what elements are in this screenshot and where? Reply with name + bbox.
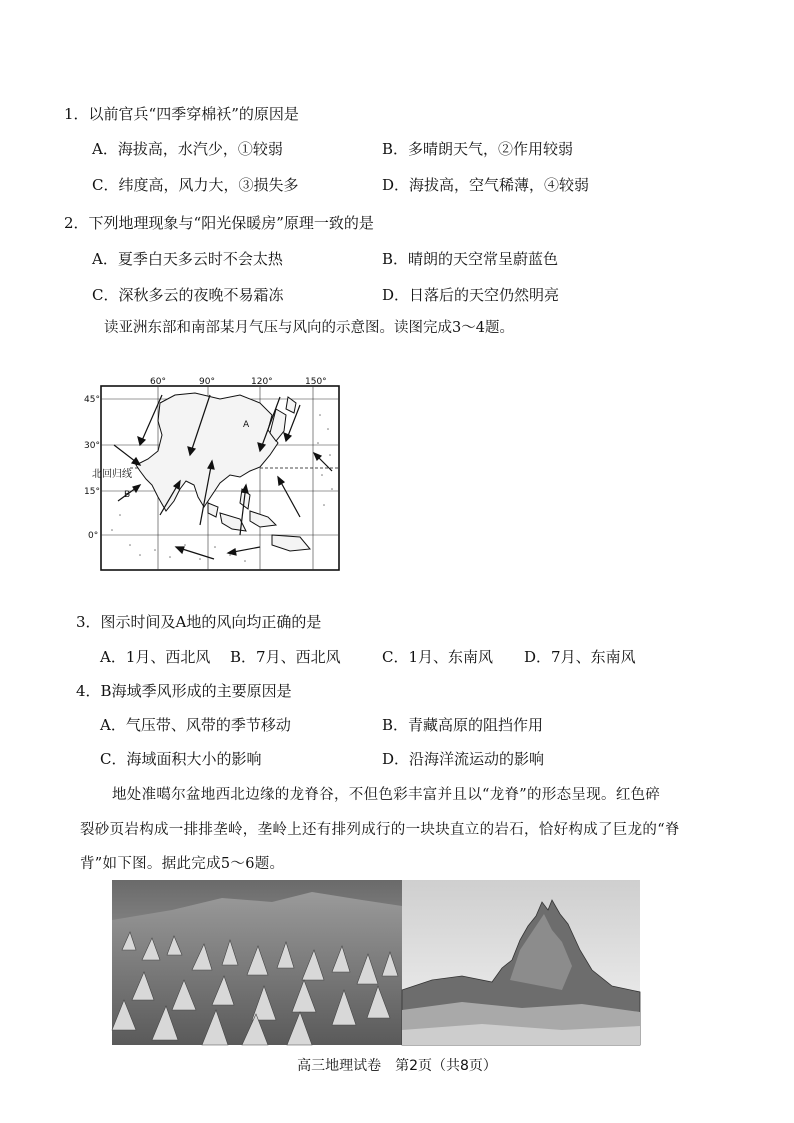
lat-label-15: 15°: [84, 487, 100, 497]
question-2-option-c: C．深秋多云的夜晚不易霜冻: [92, 286, 284, 304]
question-1-option-d: D．海拔高，空气稀薄，④较弱: [382, 176, 590, 194]
lat-label-30: 30°: [84, 441, 100, 451]
intro-5-6-line-3: 背”如下图。据此完成5～6题。: [80, 856, 285, 872]
question-3-option-b: B．7月、西北风: [230, 648, 341, 666]
intro-5-6-line-1: 地处准噶尔盆地西北边缘的龙脊谷，不但色彩丰富并且以“龙脊”的形态呈现。红色碎: [112, 787, 661, 803]
lon-label-60: 60°: [150, 377, 166, 387]
lon-label-90: 90°: [199, 377, 215, 387]
intro-questions-3-4: 读亚洲东部和南部某月气压与风向的示意图。读图完成3～4题。: [104, 320, 514, 336]
pressure-wind-map: [84, 377, 340, 571]
lat-label-0: 0°: [88, 531, 99, 541]
page-footer: 高三地理试卷 第2页（共8页）: [297, 1058, 497, 1074]
lon-label-120: 120°: [251, 377, 273, 387]
question-1-stem: 1．以前官兵“四季穿棉袄”的原因是: [64, 105, 299, 123]
lat-label-45: 45°: [84, 395, 100, 405]
point-a-label: A: [243, 420, 250, 430]
question-3-option-a: A．1月、西北风: [100, 648, 211, 666]
photo-dragon-spine-rock: [402, 880, 640, 1045]
question-4-option-c: C．海域面积大小的影响: [100, 750, 262, 768]
question-2-option-b: B．晴朗的天空常呈蔚蓝色: [382, 250, 559, 268]
question-3-stem: 3．图示时间及A地的风向均正确的是: [76, 613, 322, 631]
question-4-option-a: A．气压带、风带的季节移动: [100, 716, 291, 734]
question-3-option-c: C．1月、东南风: [382, 648, 494, 666]
map-graphic: [84, 377, 340, 571]
intro-5-6-line-2: 裂砂页岩构成一排排垄岭，垄岭上还有排列成行的一块块直立的岩石，恰好构成了巨龙的“脊: [80, 822, 680, 838]
point-b-label: B: [124, 490, 131, 500]
question-4-option-d: D．沿海洋流运动的影响: [382, 750, 545, 768]
question-3-option-d: D．7月、东南风: [524, 648, 636, 666]
question-4-option-b: B．青藏高原的阻挡作用: [382, 716, 544, 734]
lon-label-150: 150°: [305, 377, 327, 387]
question-2-option-a: A．夏季白天多云时不会太热: [92, 250, 283, 268]
question-2-stem: 2．下列地理现象与“阳光保暖房”原理一致的是: [64, 214, 374, 232]
question-4-stem: 4．B海域季风形成的主要原因是: [76, 682, 292, 700]
photo-ridge-field: [112, 880, 402, 1045]
ridge-field-image: [112, 880, 402, 1045]
question-2-option-d: D．日落后的天空仍然明亮: [382, 286, 560, 304]
question-1-option-c: C．纬度高，风力大，③损失多: [92, 176, 299, 194]
question-1-option-a: A．海拔高，水汽少，①较弱: [92, 140, 283, 158]
question-1-option-b: B．多晴朗天气，②作用较弱: [382, 140, 574, 158]
dragon-spine-rock-image: [402, 880, 640, 1045]
tropic-line-label: 北回归线: [92, 469, 132, 480]
